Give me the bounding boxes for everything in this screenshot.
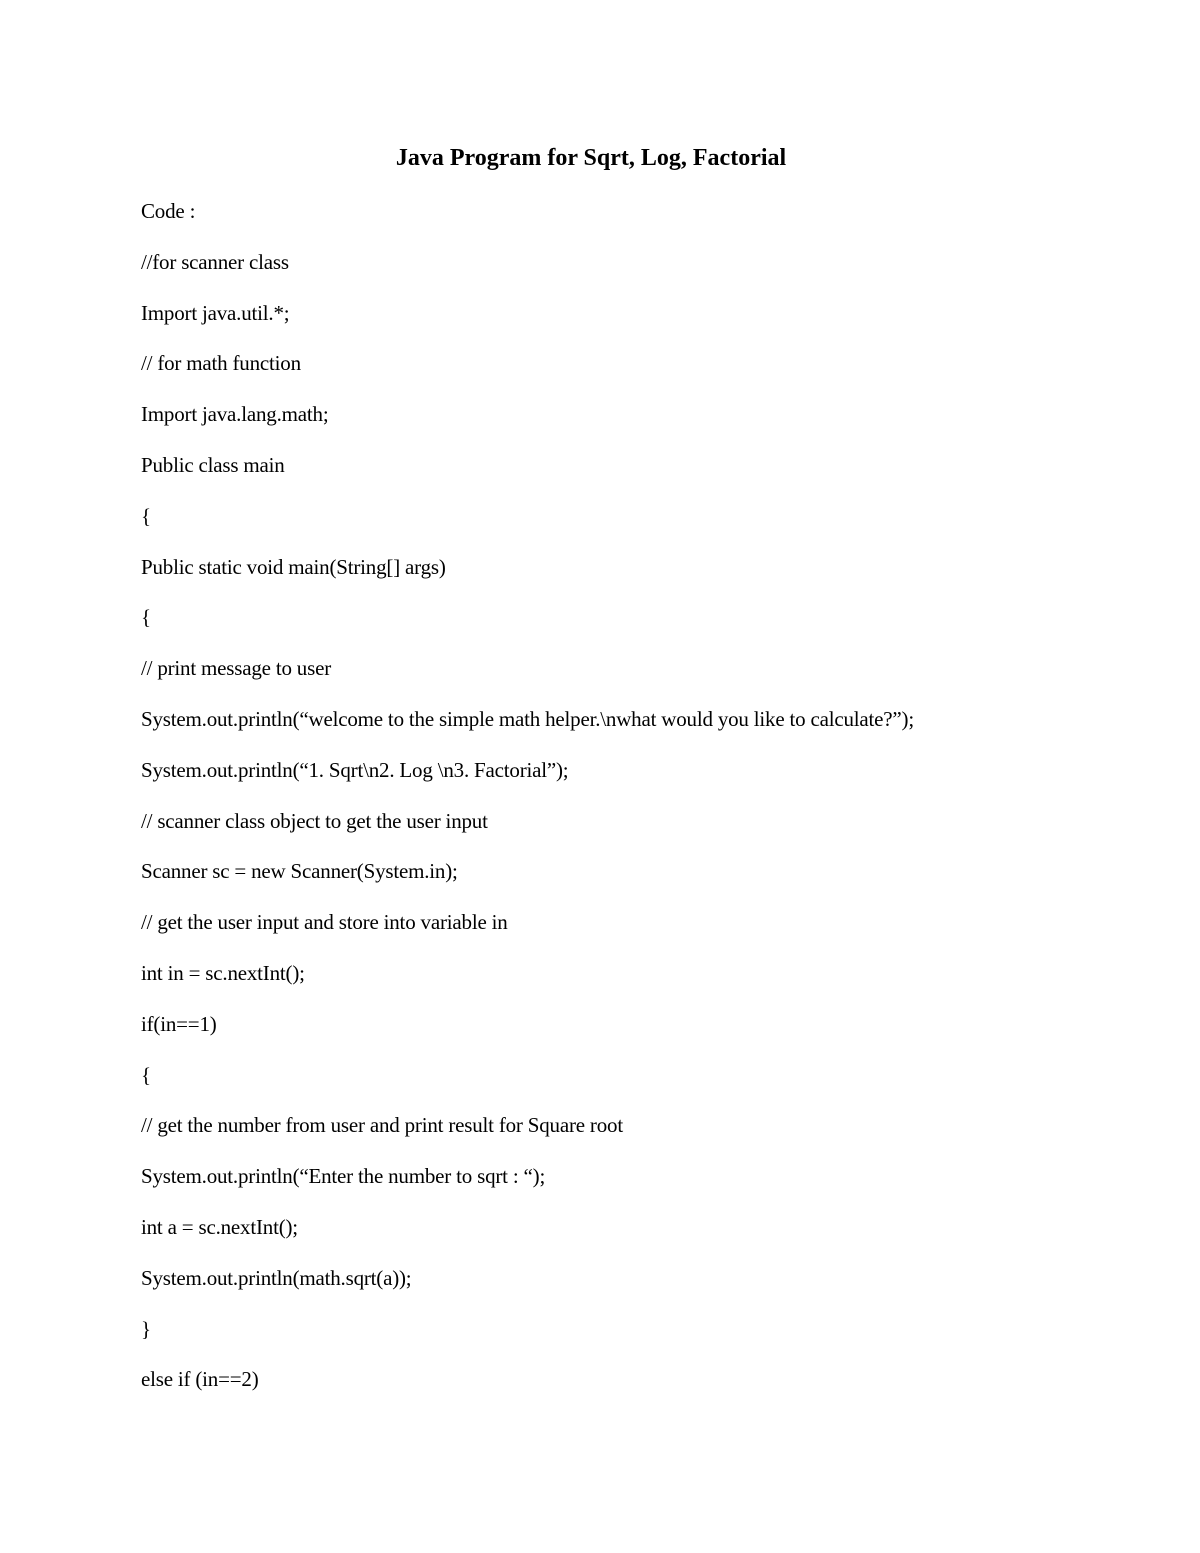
code-line: int a = sc.nextInt(); (141, 1214, 298, 1239)
code-line: { (141, 1062, 151, 1087)
code-line: // print message to user (141, 656, 331, 681)
code-line: int in = sc.nextInt(); (141, 960, 305, 985)
code-line: System.out.println(“Enter the number to sqrt : “); (141, 1164, 546, 1189)
code-line: Code : (141, 199, 196, 223)
code-line: System.out.println(“1. Sqrt\n2. Log \n3. Factorial”); (141, 757, 569, 782)
code-line: if(in==1) (141, 1011, 217, 1036)
code-line: { (141, 503, 151, 528)
code-line: // get the user input and store into variable in (141, 910, 508, 935)
code-line: System.out.println(math.sqrt(a)); (141, 1265, 412, 1290)
code-line: // scanner class object to get the user input (141, 808, 488, 833)
code-line: { (141, 605, 151, 630)
code-line: Public static void main(String[] args) (141, 554, 446, 579)
code-line: Scanner sc = new Scanner(System.in); (141, 859, 458, 884)
code-line: //for scanner class (141, 249, 289, 274)
code-listing (141, 196, 1141, 1415)
code-line: // for math function (141, 351, 301, 376)
code-line: Import java.util.*; (141, 300, 290, 325)
code-line: Public class main (141, 452, 285, 477)
code-line: else if (in==2) (141, 1367, 259, 1392)
code-line: // get the number from user and print result for Square root (141, 1113, 623, 1138)
code-line: } (141, 1316, 151, 1341)
document-title: Java Program for Sqrt, Log, Factorial (395, 145, 787, 171)
code-line: System.out.println(“welcome to the simple math helper.\nwhat would you like to calculate?”); (141, 706, 914, 731)
code-line: Import java.lang.math; (141, 402, 329, 427)
